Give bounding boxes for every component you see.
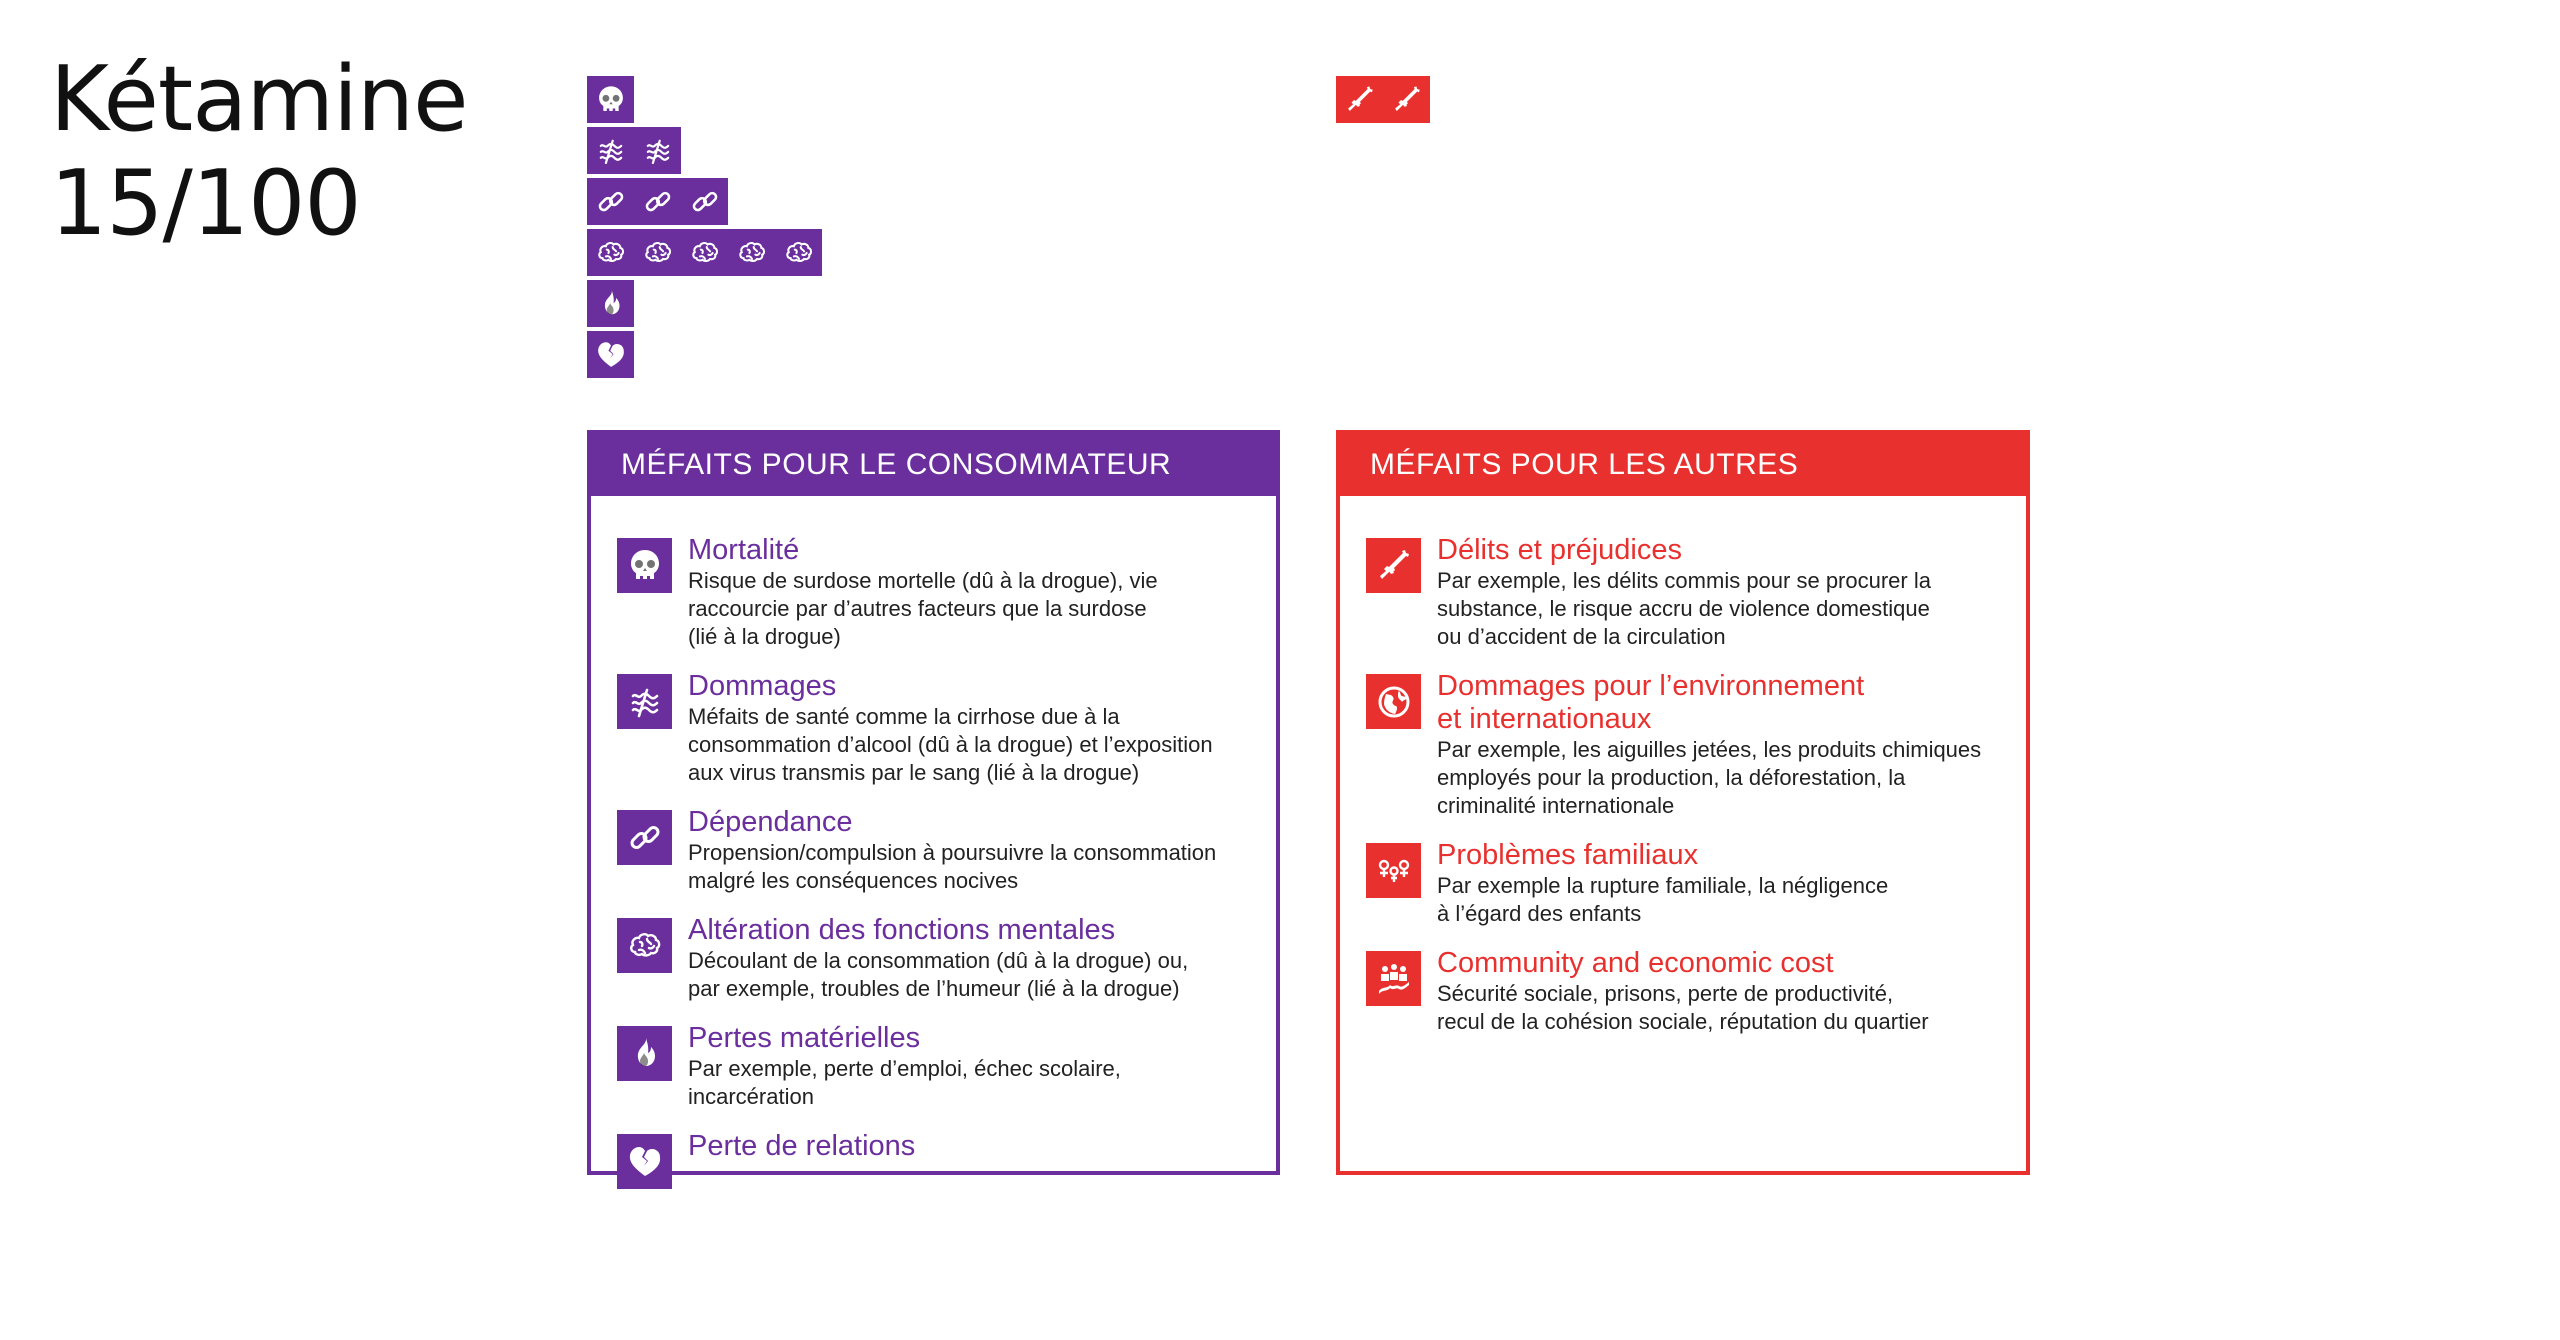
brain-icon [617,918,672,973]
description-line: malgré les conséquences nocives [688,868,1019,893]
harm-item-text [688,534,1158,651]
harm-item-description [688,1055,1121,1111]
user-harms-list [617,534,1272,1208]
harm-item-description [688,567,1158,651]
harm-item-text [688,1022,1121,1111]
description-line: par exemple, troubles de l’humeur (lié à la drogue) [688,976,1180,1001]
harm-item-description [1437,980,1929,1036]
harm-item-title: Altération des fonctions mentales [688,914,1116,946]
rating-row [587,76,822,123]
user-harm-rating-rows [587,76,822,382]
rating-row [587,178,822,225]
brain-icon [641,236,675,270]
chain-link-icon [594,185,628,219]
harm-item-text [688,670,1213,787]
description-line: ou d’accident de la circulation [1437,624,1726,649]
family-icon [1366,843,1421,898]
chain-link-icon [617,810,672,865]
damage-wave-icon [594,134,628,168]
description-line: Risque de surdose mortelle (dû à la drogue), vie [688,568,1158,593]
description-line: Par exemple, les délits commis pour se procurer la [1437,568,1931,593]
description-line: Méfaits de santé comme la cirrhose due à la [688,704,1120,729]
harm-item-text [1437,670,1981,820]
description-line: à l’égard des enfants [1437,901,1642,926]
harm-item [617,670,1272,787]
description-line: Propension/compulsion à poursuivre la consommation [688,840,1217,865]
brain-icon [688,236,722,270]
description-line: substance, le risque accru de violence domestique [1437,596,1930,621]
description-line: Découlant de la consommation (dû à la drogue) ou, [688,948,1189,973]
harm-item-text [1437,947,1929,1036]
harm-item-description [688,703,1213,787]
brain-icon [594,236,628,270]
description-line: recul de la cohésion sociale, réputation du quartier [1437,1009,1929,1034]
rating-cell [587,280,634,327]
description-line: Par exemple, les aiguilles jetées, les produits chimiques [1437,737,1982,762]
harm-item-title: Mortalité [688,534,800,566]
harm-item-text [1437,839,1888,928]
harm-item [1366,839,2022,928]
rating-cell [587,127,634,174]
page-title [50,48,467,256]
rating-row [587,331,822,378]
harm-item-text [1437,534,1931,651]
harm-item-title: Délits et préjudices [1437,534,1682,566]
description-line: aux virus transmis par le sang (lié à la drogue) [688,760,1140,785]
harm-item [617,806,1272,895]
gun-icon [1343,83,1377,117]
harm-item-text [688,1130,915,1163]
harm-item [1366,534,2022,651]
community-icon [1366,951,1421,1006]
rating-cell [681,178,728,225]
description-line: criminalité internationale [1437,793,1675,818]
rating-cell [634,178,681,225]
harm-item-title: Problèmes familiaux [1437,839,1699,871]
rating-cell [587,331,634,378]
description-line: consommation d’alcool (dû à la drogue) et l’exposition [688,732,1213,757]
harm-item [617,1022,1272,1111]
broken-heart-icon [617,1134,672,1189]
harm-item [1366,947,2022,1036]
description-line: employés pour la production, la déforestation, la [1437,765,1906,790]
harm-item-title: Perte de relations [688,1130,916,1162]
description-line: (lié à la drogue) [688,624,841,649]
rating-cell [587,229,634,276]
drug-score: 15/100 [50,151,361,256]
harm-item-text [688,806,1216,895]
description-line: incarcération [688,1084,814,1109]
harm-item [617,914,1272,1003]
harm-item-text [688,914,1188,1003]
others-harms-header: MÉFAITS POUR LES AUTRES [1340,434,2026,496]
rating-cell [1336,76,1383,123]
user-harms-panel [587,430,1280,1175]
harm-item-description [688,839,1216,895]
rating-row [587,280,822,327]
harm-item-description [1437,736,1981,820]
harm-item-description [1437,567,1931,651]
description-line: Par exemple, perte d’emploi, échec scolaire, [688,1056,1121,1081]
harm-item-title: Dommages pour l’environnement [1437,670,1865,702]
brain-icon [782,236,816,270]
rating-row [587,229,822,276]
harm-item [617,534,1272,651]
rating-cell [728,229,775,276]
harm-item-title: Community and economic cost [1437,947,1834,979]
user-harms-header: MÉFAITS POUR LE CONSOMMATEUR [591,434,1276,496]
description-line: raccourcie par d’autres facteurs que la surdose [688,596,1147,621]
rating-cell [634,127,681,174]
gun-icon [1366,538,1421,593]
harm-item-description [688,947,1188,1003]
broken-heart-icon [594,338,628,372]
harm-item [617,1130,1272,1189]
skull-icon [594,83,628,117]
harm-item [1366,670,2022,820]
damage-wave-icon [641,134,675,168]
rating-cell [587,76,634,123]
rating-cell [587,178,634,225]
skull-icon [617,538,672,593]
fire-icon [617,1026,672,1081]
brain-icon [735,236,769,270]
harm-item-title: et internationaux [1437,703,1652,735]
rating-cell [775,229,822,276]
chain-link-icon [641,185,675,219]
harm-item-description [1437,872,1888,928]
harm-item-title: Dommages [688,670,837,702]
fire-icon [594,287,628,321]
description-line: Sécurité sociale, prisons, perte de productivité, [1437,981,1894,1006]
rating-cell [681,229,728,276]
chain-link-icon [688,185,722,219]
gun-icon [1390,83,1424,117]
description-line: Par exemple la rupture familiale, la négligence [1437,873,1889,898]
harm-item-title: Pertes matérielles [688,1022,921,1054]
others-harms-panel [1336,430,2030,1175]
harm-item-title: Dépendance [688,806,853,838]
others-harms-list [1366,534,2022,1055]
others-harm-rating-row [1336,76,1430,123]
rating-cell [634,229,681,276]
globe-icon [1366,674,1421,729]
rating-cell [1383,76,1430,123]
damage-wave-icon [617,674,672,729]
rating-row [587,127,822,174]
drug-name: Kétamine [50,47,468,152]
